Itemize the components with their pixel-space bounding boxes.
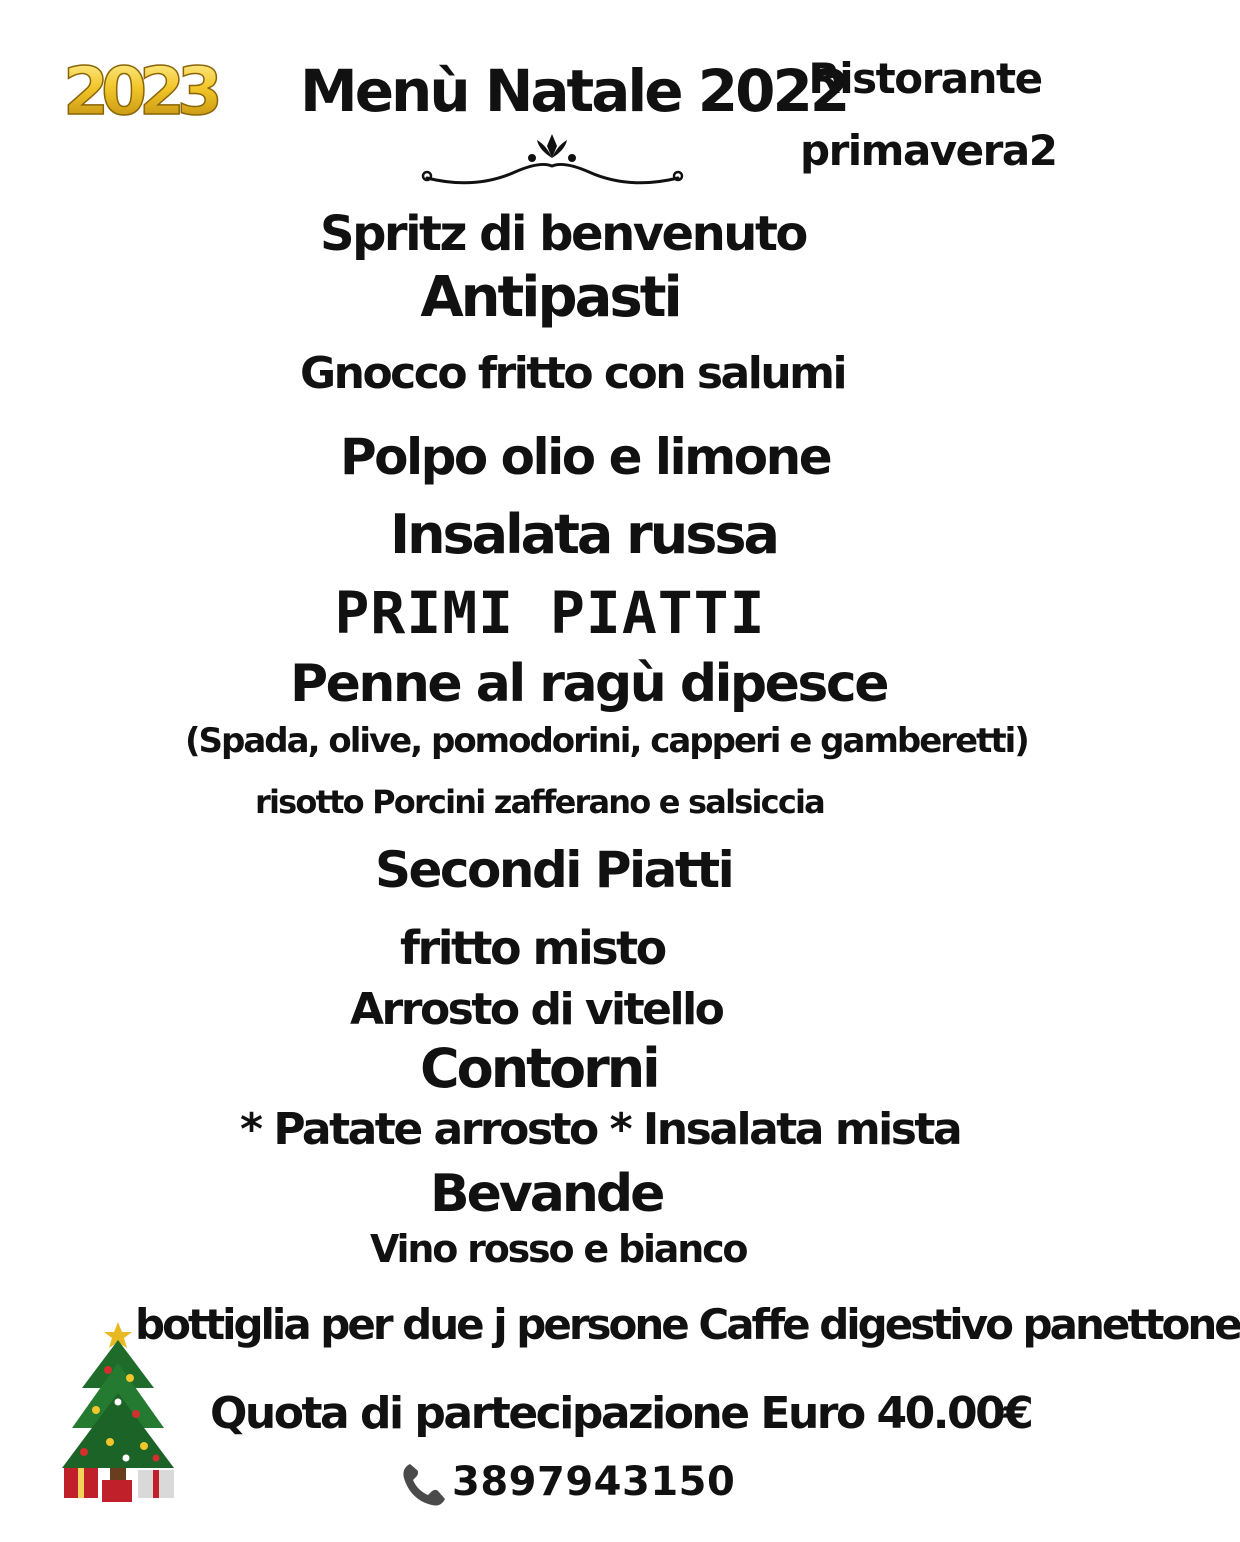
bevande-extras: bottiglia per due j persone Caffe digestivo panettone	[135, 1300, 1240, 1349]
welcome-drink: Spritz di benvenuto	[320, 206, 806, 262]
contorni-items: * Patate arrosto * Insalata mista	[240, 1104, 961, 1155]
antipasti-item: Insalata russa	[390, 503, 777, 566]
page-title: Menù Natale 2022	[300, 57, 848, 125]
primi-item-note: (Spada, olive, pomodorini, capperi e gamberetti)	[185, 721, 1028, 761]
flourish-divider-icon	[415, 128, 690, 190]
antipasti-heading: Antipasti	[420, 265, 680, 330]
contorni-heading: Contorni	[420, 1037, 658, 1100]
primi-item: Penne al ragù dipesce	[290, 654, 887, 714]
phone-number[interactable]: 3897943150	[452, 1459, 736, 1505]
antipasti-item: Polpo olio e limone	[340, 428, 831, 486]
restaurant-name-line1: Ristorante	[808, 54, 1042, 103]
badge-year-text: 2023	[63, 53, 215, 130]
secondi-item: Arrosto di vitello	[350, 984, 723, 1035]
secondi-item: fritto misto	[400, 921, 665, 975]
telephone-icon	[398, 1458, 450, 1510]
bevande-item: Vino rosso e bianco	[370, 1227, 747, 1271]
primi-item: risotto Porcini zafferano e salsiccia	[255, 783, 824, 821]
restaurant-name-line2: primavera2	[800, 126, 1057, 175]
price-line: Quota di partecipazione Euro 40.00€	[210, 1388, 1032, 1439]
christmas-tree-icon	[52, 1318, 184, 1508]
bevande-heading: Bevande	[430, 1164, 663, 1224]
primi-heading: PRIMI PIATTI	[334, 579, 766, 647]
secondi-heading: Secondi Piatti	[375, 841, 733, 899]
antipasti-item: Gnocco fritto con salumi	[300, 348, 846, 399]
year-2023-badge-icon	[64, 50, 214, 130]
